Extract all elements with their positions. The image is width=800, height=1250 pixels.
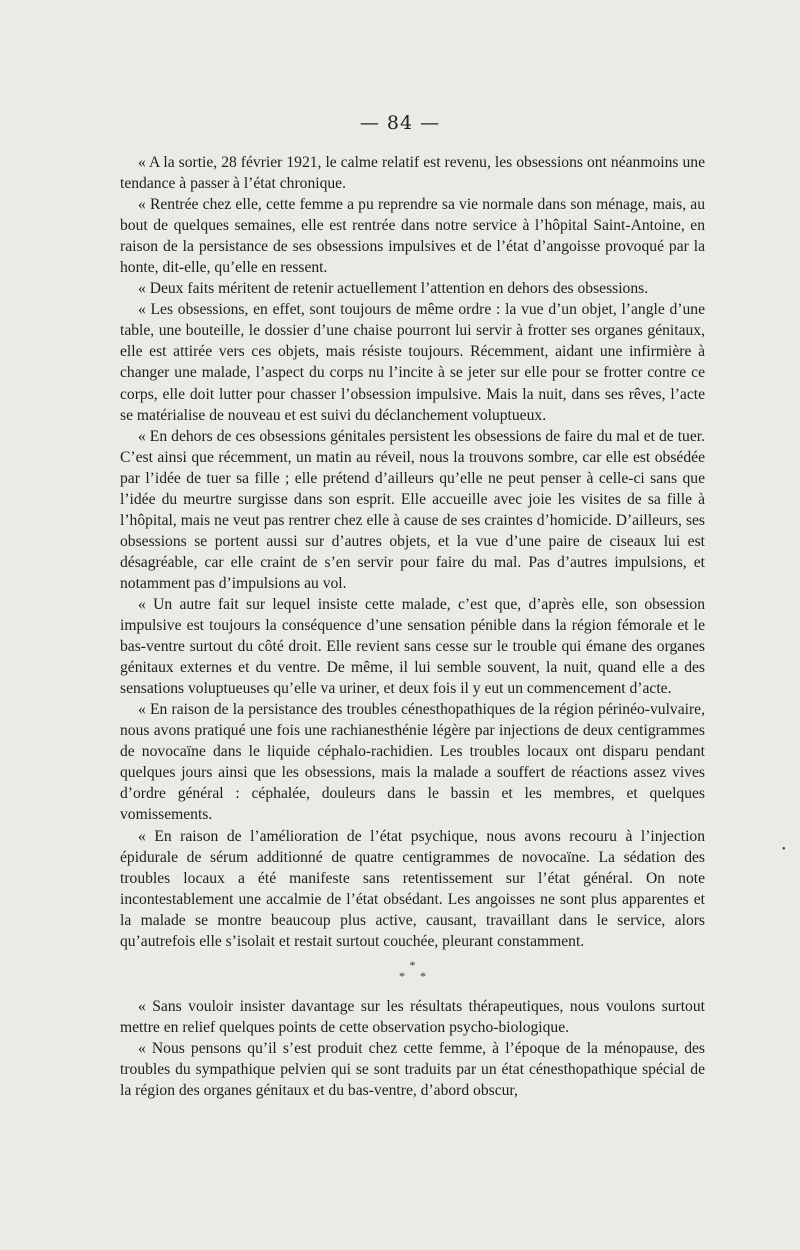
paragraph: « Rentrée chez elle, cette femme a pu reprendre sa vie normale dans son ménage, mais, au bout de quelques semaines, elle est rentrée dans notre service à l’hôpital Saint-Antoine, en raison de la persistance de ses obsessions impulsives et de l’état d’angoisse provoqué par la honte, dit-elle, qu’elle en ressent. [120,196,705,277]
section-separator [120,957,705,983]
separator-bottom-asterisks: * * [399,968,432,983]
paragraph: « Sans vouloir insister davantage sur les résultats thérapeutiques, nous voulons surtout mettre en relief quelques points de cette observation psycho-biologique. [120,997,705,1036]
paragraph: « A la sortie, 28 février 1921, le calme relatif est revenu, les obsessions ont néanmoins une tendance à passer à l’état chronique. [120,154,705,193]
paragraph: « Un autre fait sur lequel insiste cette malade, c’est que, d’après elle, son obsession impulsive est toujours la conséquence d’une sensation pénible dans la région fémorale et le bas-ventre surtout du côté droit. Elle revient sans cesse sur le trouble qui émane des organes génitaux externes et du ventre. De même, il lui semble souvent, la nuit, quand elle a des sensations voluptueuses qu’elle va uriner, et deux fois il y eut un commencement d’acte. [120,595,705,698]
paragraph: « Nous pensons qu’il s’est produit chez cette femme, à l’époque de la ménopause, des troubles du sympathique pelvien qui se sont traduits par un état cénesthopathique spécial de la région des organes génitaux et du bas-ventre, d’abord obscur, [120,1039,705,1099]
page-number: — 84 — [359,112,441,134]
paragraph: « En raison de l’amélioration de l’état psychique, nous avons recouru à l’injection épidurale de sérum additionné de quatre centigrammes de novocaïne. La sédation des troubles locaux a été manifeste sans retentissement sur l’état général. On note incontestablement une accalmie de l’état obsédant. Les angoisses ne sont plus apparentes et la malade se montre beaucoup plus active, causant, travaillant dans le service, alors qu’autrefois elle s’isolait et restait surtout couchée, pleurant constamment. [120,827,705,950]
margin-dot-mark: • [782,844,786,855]
paragraph: « Les obsessions, en effet, sont toujours de même ordre : la vue d’un objet, l’angle d’une table, une bouteille, le dossier d’une chaise pourront lui servir à frotter ses organes génitaux, elle est attirée vers ces objets, mais résiste toujours. Récemment, aidant une infirmière à changer une malade, l’aspect du corps nu l’incite à se jeter sur elle pour se frotter contre ce corps, elle doit lutter pour chasser l’obsession impulsive. Mais la nuit, dans ses rêves, l’acte se matérialise de nouveau et est suivi du déclanchement voluptueux. [120,301,705,424]
body-text [120,152,705,1101]
paragraph: « En raison de la persistance des troubles cénesthopathiques de la région périnéo-vulvaire, nous avons pratiqué une fois une rachianesthénie légère par injections de deux centigrammes de novocaïne dans le liquide céphalo-rachidien. Les troubles locaux ont disparu pendant quelques jours ainsi que les obsessions, mais la malade a souffert de réactions assez vives d’ordre général : céphalée, douleurs dans le bassin et les membres, et quelques vomissements. [120,701,705,824]
separator-top-asterisk: * [409,957,416,972]
paragraph: « Deux faits méritent de retenir actuellement l’attention en dehors des obsessions. [138,280,649,298]
paragraph: « En dehors de ces obsessions génitales persistent les obsessions de faire du mal et de tuer. C’est ainsi que récemment, un matin au réveil, nous la trouvons sombre, car elle est obsédée par l’idée de tuer sa fille ; elle prétend d’ailleurs qu’elle ne peut penser à celle-ci sans que l’idée du meurtre surgisse dans son esprit. Elle accueille avec joie les visites de sa fille à l’hôpital, mais ne veut pas rentrer chez elle à cause de ses craintes d’homicide. D’ailleurs, ses obsessions se portent aussi sur d’autres objets, et la vue d’une paire de ciseaux lui est désagréable, car elle craint de s’en servir pour faire du mal. Pas d’autres impulsions, et notamment pas d’impulsions au vol. [120,427,705,592]
